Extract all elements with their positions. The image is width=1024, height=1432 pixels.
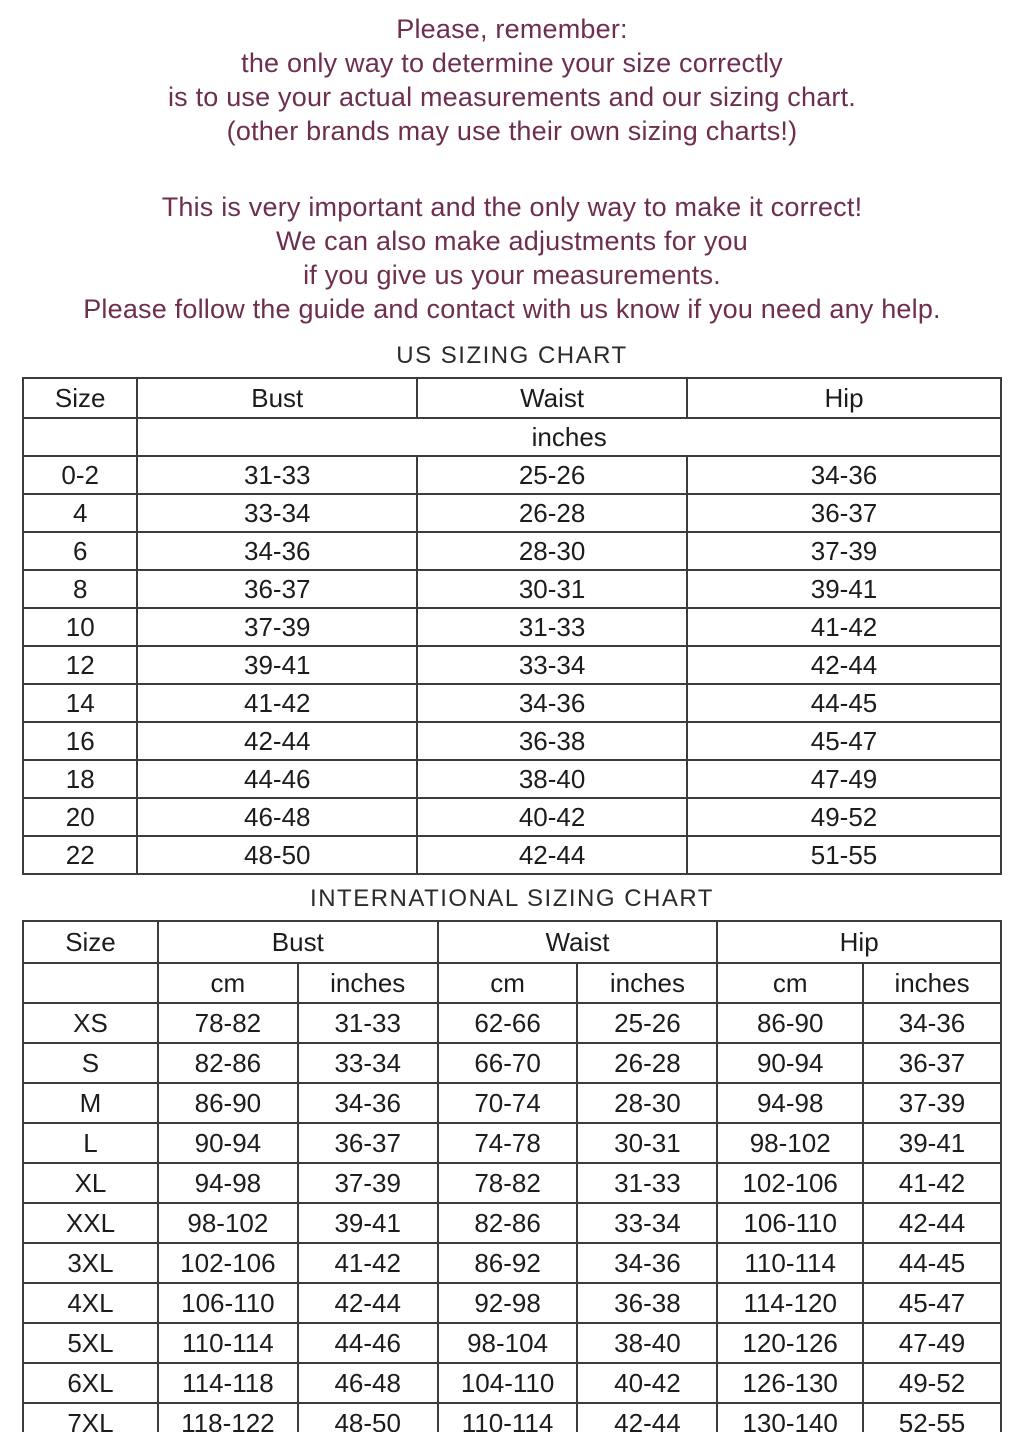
table-cell: 38-40: [417, 760, 687, 798]
table-cell: 42-44: [577, 1403, 717, 1432]
table-cell: 98-102: [158, 1203, 298, 1243]
table-cell: 42-44: [687, 646, 1001, 684]
table-row: [23, 1203, 1001, 1243]
table-cell: 130-140: [717, 1403, 863, 1432]
table-cell: 39-41: [137, 646, 417, 684]
table-cell: 40-42: [577, 1363, 717, 1403]
table-cell: 98-102: [717, 1123, 863, 1163]
table-cell: 114-118: [158, 1363, 298, 1403]
table-row: [23, 608, 1001, 646]
table-row: [23, 1083, 1001, 1123]
table-cell: 12: [23, 646, 137, 684]
table-cell: XS: [23, 1003, 158, 1043]
table-cell: XL: [23, 1163, 158, 1203]
table-row: [23, 1043, 1001, 1083]
table-cell: 36-37: [863, 1043, 1001, 1083]
table-cell: 36-37: [137, 570, 417, 608]
table-cell: 36-38: [577, 1283, 717, 1323]
table-cell: 110-114: [158, 1323, 298, 1363]
table-cell: 37-39: [687, 532, 1001, 570]
table-cell: 18: [23, 760, 137, 798]
us-col-hip: Hip: [687, 378, 1001, 418]
us-sizing-table: [22, 377, 1002, 875]
table-cell: 28-30: [577, 1083, 717, 1123]
table-cell: 8: [23, 570, 137, 608]
table-cell: 106-110: [158, 1283, 298, 1323]
intl-col-bust: Bust: [158, 921, 438, 963]
intro-line: is to use your actual measurements and our sizing chart.: [167, 82, 857, 112]
table-row: [23, 1123, 1001, 1163]
table-cell: 49-52: [863, 1363, 1001, 1403]
table-cell: 4: [23, 494, 137, 532]
table-cell: 36-38: [417, 722, 687, 760]
table-cell: 86-90: [158, 1083, 298, 1123]
table-cell: 66-70: [438, 1043, 578, 1083]
table-row: [23, 760, 1001, 798]
table-cell: 74-78: [438, 1123, 578, 1163]
intl-unit-label: inches: [863, 963, 1001, 1003]
table-row: [23, 684, 1001, 722]
table-row: [23, 1403, 1001, 1432]
intl-sizing-table: [22, 920, 1002, 1432]
us-col-bust: Bust: [137, 378, 417, 418]
table-cell: 39-41: [863, 1123, 1001, 1163]
table-cell: 34-36: [687, 456, 1001, 494]
intro-line: Please follow the guide and contact with us know if you need any help.: [83, 294, 941, 324]
us-col-waist: Waist: [417, 378, 687, 418]
empty-cell: [23, 963, 158, 1003]
intro-line: Please, remember:: [396, 14, 628, 44]
table-row: [23, 722, 1001, 760]
table-cell: 86-92: [438, 1243, 578, 1283]
table-cell: 82-86: [158, 1043, 298, 1083]
table-cell: 22: [23, 836, 137, 874]
table-cell: 4XL: [23, 1283, 158, 1323]
table-row: [23, 1363, 1001, 1403]
table-cell: 3XL: [23, 1243, 158, 1283]
intl-unit-row: [23, 963, 1001, 1003]
intl-chart-title: INTERNATIONAL SIZING CHART: [310, 885, 714, 912]
table-cell: 7XL: [23, 1403, 158, 1432]
table-cell: 78-82: [438, 1163, 578, 1203]
table-cell: 33-34: [417, 646, 687, 684]
table-row: [23, 1003, 1001, 1043]
intro-line: if you give us your measurements.: [303, 260, 721, 290]
table-cell: 33-34: [577, 1203, 717, 1243]
us-unit-label: inches: [137, 418, 1001, 456]
intl-col-hip: Hip: [717, 921, 1001, 963]
table-cell: 42-44: [417, 836, 687, 874]
table-cell: S: [23, 1043, 158, 1083]
table-cell: 34-36: [137, 532, 417, 570]
table-cell: 45-47: [863, 1283, 1001, 1323]
table-cell: 46-48: [137, 798, 417, 836]
table-cell: 0-2: [23, 456, 137, 494]
table-cell: 51-55: [687, 836, 1001, 874]
table-row: [23, 646, 1001, 684]
table-cell: 98-104: [438, 1323, 578, 1363]
table-cell: 44-46: [298, 1323, 438, 1363]
table-cell: 82-86: [438, 1203, 578, 1243]
us-header-row: [23, 378, 1001, 418]
intl-header-row: [23, 921, 1001, 963]
intro-spacer: [0, 148, 1024, 190]
table-cell: 126-130: [717, 1363, 863, 1403]
table-cell: 25-26: [577, 1003, 717, 1043]
table-cell: 52-55: [863, 1403, 1001, 1432]
table-cell: 36-37: [298, 1123, 438, 1163]
table-cell: 44-45: [687, 684, 1001, 722]
table-row: [23, 456, 1001, 494]
table-row: [23, 1323, 1001, 1363]
table-cell: 48-50: [298, 1403, 438, 1432]
table-cell: 20: [23, 798, 137, 836]
table-cell: 90-94: [158, 1123, 298, 1163]
table-cell: 118-122: [158, 1403, 298, 1432]
table-row: [23, 532, 1001, 570]
table-cell: 120-126: [717, 1323, 863, 1363]
table-cell: 6: [23, 532, 137, 570]
table-row: [23, 1163, 1001, 1203]
intl-col-waist: Waist: [438, 921, 718, 963]
table-cell: 110-114: [717, 1243, 863, 1283]
intl-unit-label: cm: [717, 963, 863, 1003]
table-cell: 42-44: [298, 1283, 438, 1323]
table-cell: 34-36: [863, 1003, 1001, 1043]
table-cell: 41-42: [137, 684, 417, 722]
table-cell: 41-42: [863, 1163, 1001, 1203]
table-cell: 49-52: [687, 798, 1001, 836]
table-cell: 34-36: [417, 684, 687, 722]
table-cell: 28-30: [417, 532, 687, 570]
table-cell: 37-39: [137, 608, 417, 646]
table-cell: 26-28: [577, 1043, 717, 1083]
table-cell: 104-110: [438, 1363, 578, 1403]
table-cell: 5XL: [23, 1323, 158, 1363]
table-cell: 33-34: [298, 1043, 438, 1083]
table-cell: 37-39: [863, 1083, 1001, 1123]
table-cell: 6XL: [23, 1363, 158, 1403]
table-cell: 31-33: [417, 608, 687, 646]
table-cell: 39-41: [687, 570, 1001, 608]
table-cell: 30-31: [417, 570, 687, 608]
intl-unit-label: inches: [577, 963, 717, 1003]
table-cell: 31-33: [577, 1163, 717, 1203]
intl-unit-label: inches: [298, 963, 438, 1003]
table-row: [23, 494, 1001, 532]
table-cell: 14: [23, 684, 137, 722]
intl-unit-label: cm: [158, 963, 298, 1003]
table-cell: 16: [23, 722, 137, 760]
table-cell: 26-28: [417, 494, 687, 532]
table-row: [23, 798, 1001, 836]
us-chart-title: US SIZING CHART: [396, 342, 628, 369]
intl-col-size: Size: [23, 921, 158, 963]
table-cell: 78-82: [158, 1003, 298, 1043]
table-cell: 86-90: [717, 1003, 863, 1043]
table-cell: 48-50: [137, 836, 417, 874]
table-cell: 34-36: [298, 1083, 438, 1123]
table-cell: 47-49: [863, 1323, 1001, 1363]
table-cell: 94-98: [158, 1163, 298, 1203]
table-cell: 44-46: [137, 760, 417, 798]
table-cell: 47-49: [687, 760, 1001, 798]
table-cell: 39-41: [298, 1203, 438, 1243]
table-cell: 31-33: [298, 1003, 438, 1043]
table-cell: 114-120: [717, 1283, 863, 1323]
table-cell: 10: [23, 608, 137, 646]
table-row: [23, 570, 1001, 608]
table-row: [23, 1243, 1001, 1283]
intro-line: This is very important and the only way to make it correct!: [161, 192, 863, 222]
empty-cell: [23, 418, 137, 456]
table-cell: 45-47: [687, 722, 1001, 760]
table-cell: 36-37: [687, 494, 1001, 532]
table-cell: 41-42: [298, 1243, 438, 1283]
intro-line: (other brands may use their own sizing charts!): [226, 116, 798, 146]
table-cell: 37-39: [298, 1163, 438, 1203]
table-cell: L: [23, 1123, 158, 1163]
table-cell: 92-98: [438, 1283, 578, 1323]
us-unit-row: [23, 418, 1001, 456]
table-cell: 38-40: [577, 1323, 717, 1363]
table-cell: 46-48: [298, 1363, 438, 1403]
table-cell: 102-106: [158, 1243, 298, 1283]
table-cell: 110-114: [438, 1403, 578, 1432]
table-cell: 94-98: [717, 1083, 863, 1123]
table-cell: 70-74: [438, 1083, 578, 1123]
table-cell: 90-94: [717, 1043, 863, 1083]
table-cell: 30-31: [577, 1123, 717, 1163]
us-col-size: Size: [23, 378, 137, 418]
table-row: [23, 1283, 1001, 1323]
table-cell: 25-26: [417, 456, 687, 494]
table-cell: 106-110: [717, 1203, 863, 1243]
intro-line: the only way to determine your size correctly: [241, 48, 783, 78]
table-cell: 41-42: [687, 608, 1001, 646]
intro-text-block: [0, 0, 1024, 326]
table-cell: 44-45: [863, 1243, 1001, 1283]
table-cell: 102-106: [717, 1163, 863, 1203]
table-cell: 34-36: [577, 1243, 717, 1283]
table-cell: 42-44: [137, 722, 417, 760]
intl-unit-label: cm: [438, 963, 578, 1003]
table-cell: M: [23, 1083, 158, 1123]
table-cell: 33-34: [137, 494, 417, 532]
table-cell: XXL: [23, 1203, 158, 1243]
table-cell: 62-66: [438, 1003, 578, 1043]
table-cell: 40-42: [417, 798, 687, 836]
table-cell: 42-44: [863, 1203, 1001, 1243]
intro-line: We can also make adjustments for you: [276, 226, 748, 256]
table-cell: 31-33: [137, 456, 417, 494]
table-row: [23, 836, 1001, 874]
